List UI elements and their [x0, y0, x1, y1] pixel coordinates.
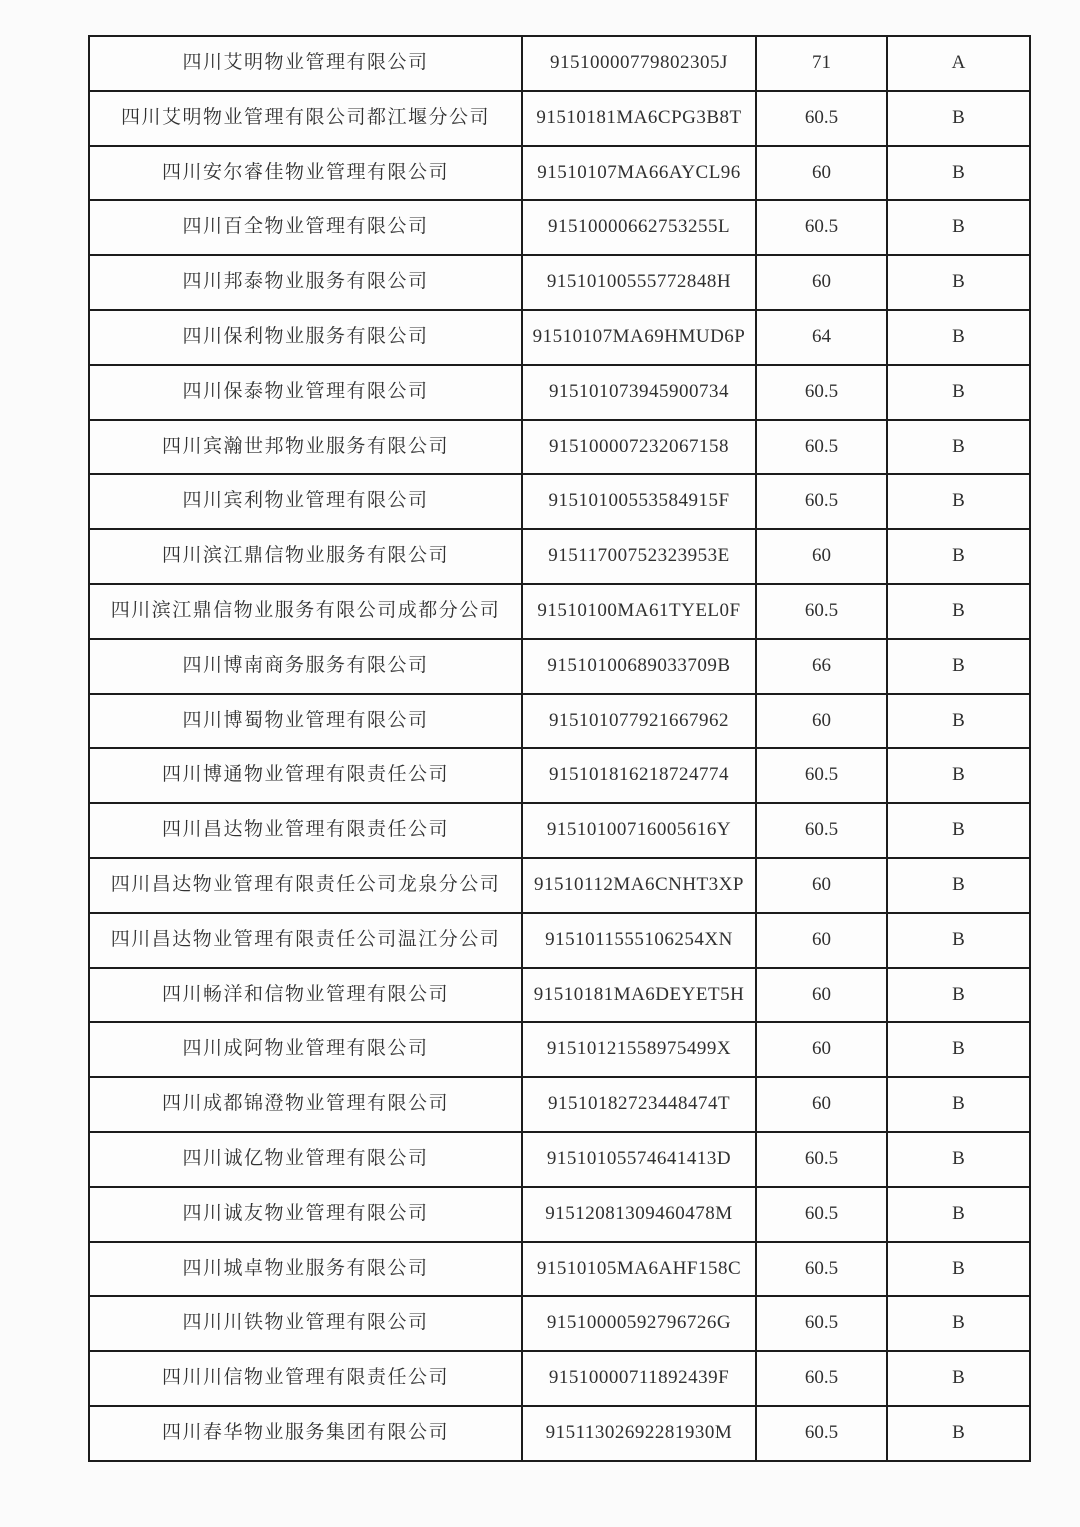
credit-code-cell: 91510100716005616Y	[522, 803, 756, 858]
score-cell: 60	[756, 146, 887, 201]
table-row	[89, 584, 1030, 639]
score-cell: 60.5	[756, 803, 887, 858]
credit-code-cell: 91510000779802305J	[522, 36, 756, 91]
grade-cell: B	[887, 1022, 1030, 1077]
grade-cell: A	[887, 36, 1030, 91]
credit-code-cell: 915101073945900734	[522, 365, 756, 420]
credit-code-cell: 91510105MA6AHF158C	[522, 1242, 756, 1297]
score-cell: 60.5	[756, 1132, 887, 1187]
credit-code-cell: 9151011555106254XN	[522, 913, 756, 968]
credit-code-cell: 91510181MA6CPG3B8T	[522, 91, 756, 146]
grade-cell: B	[887, 694, 1030, 749]
grade-cell: B	[887, 584, 1030, 639]
score-cell: 60.5	[756, 365, 887, 420]
credit-code-cell: 91510000662753255L	[522, 200, 756, 255]
table-row	[89, 420, 1030, 475]
credit-code-cell: 91510107MA66AYCL96	[522, 146, 756, 201]
company-name-cell: 四川川铁物业管理有限公司	[89, 1296, 522, 1351]
company-name-cell: 四川城卓物业服务有限公司	[89, 1242, 522, 1297]
company-name-cell: 四川博蜀物业管理有限公司	[89, 694, 522, 749]
credit-code-cell: 91510181MA6DEYET5H	[522, 968, 756, 1023]
grade-cell: B	[887, 1406, 1030, 1461]
grade-cell: B	[887, 146, 1030, 201]
company-name-cell: 四川诚友物业管理有限公司	[89, 1187, 522, 1242]
grade-cell: B	[887, 474, 1030, 529]
score-cell: 60.5	[756, 1351, 887, 1406]
company-name-cell: 四川博通物业管理有限责任公司	[89, 748, 522, 803]
credit-code-cell: 91510182723448474T	[522, 1077, 756, 1132]
score-cell: 60.5	[756, 1187, 887, 1242]
score-cell: 60	[756, 968, 887, 1023]
grade-cell: B	[887, 1132, 1030, 1187]
table-row	[89, 1296, 1030, 1351]
company-name-cell: 四川成都锦澄物业管理有限公司	[89, 1077, 522, 1132]
company-name-cell: 四川诚亿物业管理有限公司	[89, 1132, 522, 1187]
credit-code-cell: 91510000592796726G	[522, 1296, 756, 1351]
score-cell: 60	[756, 694, 887, 749]
score-cell: 60	[756, 529, 887, 584]
table-row	[89, 1406, 1030, 1461]
grade-cell: B	[887, 200, 1030, 255]
table-row	[89, 748, 1030, 803]
credit-code-cell: 91510000711892439F	[522, 1351, 756, 1406]
company-name-cell: 四川宾瀚世邦物业服务有限公司	[89, 420, 522, 475]
credit-code-cell: 915101077921667962	[522, 694, 756, 749]
credit-code-cell: 915100007232067158	[522, 420, 756, 475]
table-row	[89, 146, 1030, 201]
grade-cell: B	[887, 1187, 1030, 1242]
grade-cell: B	[887, 420, 1030, 475]
grade-cell: B	[887, 1351, 1030, 1406]
score-cell: 60.5	[756, 1406, 887, 1461]
table-row	[89, 1242, 1030, 1297]
company-table-body	[89, 36, 1030, 1461]
table-row	[89, 968, 1030, 1023]
score-cell: 60.5	[756, 584, 887, 639]
grade-cell: B	[887, 365, 1030, 420]
credit-code-cell: 91510112MA6CNHT3XP	[522, 858, 756, 913]
grade-cell: B	[887, 1296, 1030, 1351]
score-cell: 60.5	[756, 1242, 887, 1297]
grade-cell: B	[887, 91, 1030, 146]
table-row	[89, 200, 1030, 255]
credit-code-cell: 91510100553584915F	[522, 474, 756, 529]
company-name-cell: 四川昌达物业管理有限责任公司	[89, 803, 522, 858]
company-name-cell: 四川邦泰物业服务有限公司	[89, 255, 522, 310]
grade-cell: B	[887, 1242, 1030, 1297]
score-cell: 66	[756, 639, 887, 694]
table-row	[89, 36, 1030, 91]
score-cell: 60.5	[756, 200, 887, 255]
company-name-cell: 四川春华物业服务集团有限公司	[89, 1406, 522, 1461]
company-name-cell: 四川川信物业管理有限责任公司	[89, 1351, 522, 1406]
table-row	[89, 639, 1030, 694]
company-name-cell: 四川昌达物业管理有限责任公司温江分公司	[89, 913, 522, 968]
company-name-cell: 四川安尔睿佳物业管理有限公司	[89, 146, 522, 201]
table-row	[89, 255, 1030, 310]
grade-cell: B	[887, 529, 1030, 584]
table-row	[89, 529, 1030, 584]
company-name-cell: 四川博南商务服务有限公司	[89, 639, 522, 694]
credit-code-cell: 91510121558975499X	[522, 1022, 756, 1077]
score-cell: 60.5	[756, 420, 887, 475]
grade-cell: B	[887, 255, 1030, 310]
grade-cell: B	[887, 1077, 1030, 1132]
credit-code-cell: 91510107MA69HMUD6P	[522, 310, 756, 365]
table-row	[89, 858, 1030, 913]
grade-cell: B	[887, 803, 1030, 858]
score-cell: 60	[756, 858, 887, 913]
score-cell: 71	[756, 36, 887, 91]
credit-code-cell: 91511302692281930M	[522, 1406, 756, 1461]
table-row	[89, 310, 1030, 365]
score-cell: 64	[756, 310, 887, 365]
grade-cell: B	[887, 310, 1030, 365]
score-cell: 60	[756, 1077, 887, 1132]
credit-code-cell: 915101816218724774	[522, 748, 756, 803]
credit-code-cell: 91510100MA61TYEL0F	[522, 584, 756, 639]
score-cell: 60	[756, 913, 887, 968]
table-row	[89, 1187, 1030, 1242]
company-name-cell: 四川保泰物业管理有限公司	[89, 365, 522, 420]
score-cell: 60	[756, 1022, 887, 1077]
table-row	[89, 1022, 1030, 1077]
grade-cell: B	[887, 748, 1030, 803]
table-row	[89, 474, 1030, 529]
score-cell: 60.5	[756, 1296, 887, 1351]
company-name-cell: 四川滨江鼎信物业服务有限公司成都分公司	[89, 584, 522, 639]
company-name-cell: 四川畅洋和信物业管理有限公司	[89, 968, 522, 1023]
table-row	[89, 803, 1030, 858]
score-cell: 60.5	[756, 91, 887, 146]
credit-code-cell: 91512081309460478M	[522, 1187, 756, 1242]
company-name-cell: 四川艾明物业管理有限公司都江堰分公司	[89, 91, 522, 146]
score-cell: 60	[756, 255, 887, 310]
company-name-cell: 四川宾利物业管理有限公司	[89, 474, 522, 529]
score-cell: 60.5	[756, 748, 887, 803]
credit-code-cell: 91510100689033709B	[522, 639, 756, 694]
score-cell: 60.5	[756, 474, 887, 529]
company-name-cell: 四川昌达物业管理有限责任公司龙泉分公司	[89, 858, 522, 913]
company-name-cell: 四川艾明物业管理有限公司	[89, 36, 522, 91]
credit-code-cell: 91510100555772848H	[522, 255, 756, 310]
grade-cell: B	[887, 913, 1030, 968]
company-name-cell: 四川保利物业服务有限公司	[89, 310, 522, 365]
credit-code-cell: 91510105574641413D	[522, 1132, 756, 1187]
credit-code-cell: 91511700752323953E	[522, 529, 756, 584]
company-name-cell: 四川百全物业管理有限公司	[89, 200, 522, 255]
grade-cell: B	[887, 968, 1030, 1023]
table-row	[89, 694, 1030, 749]
table-row	[89, 1132, 1030, 1187]
table-row	[89, 365, 1030, 420]
table-row	[89, 1077, 1030, 1132]
table-row	[89, 913, 1030, 968]
company-credit-rating-table	[88, 35, 1031, 1462]
table-row	[89, 91, 1030, 146]
grade-cell: B	[887, 858, 1030, 913]
company-name-cell: 四川成阿物业管理有限公司	[89, 1022, 522, 1077]
table-row	[89, 1351, 1030, 1406]
company-name-cell: 四川滨江鼎信物业服务有限公司	[89, 529, 522, 584]
grade-cell: B	[887, 639, 1030, 694]
